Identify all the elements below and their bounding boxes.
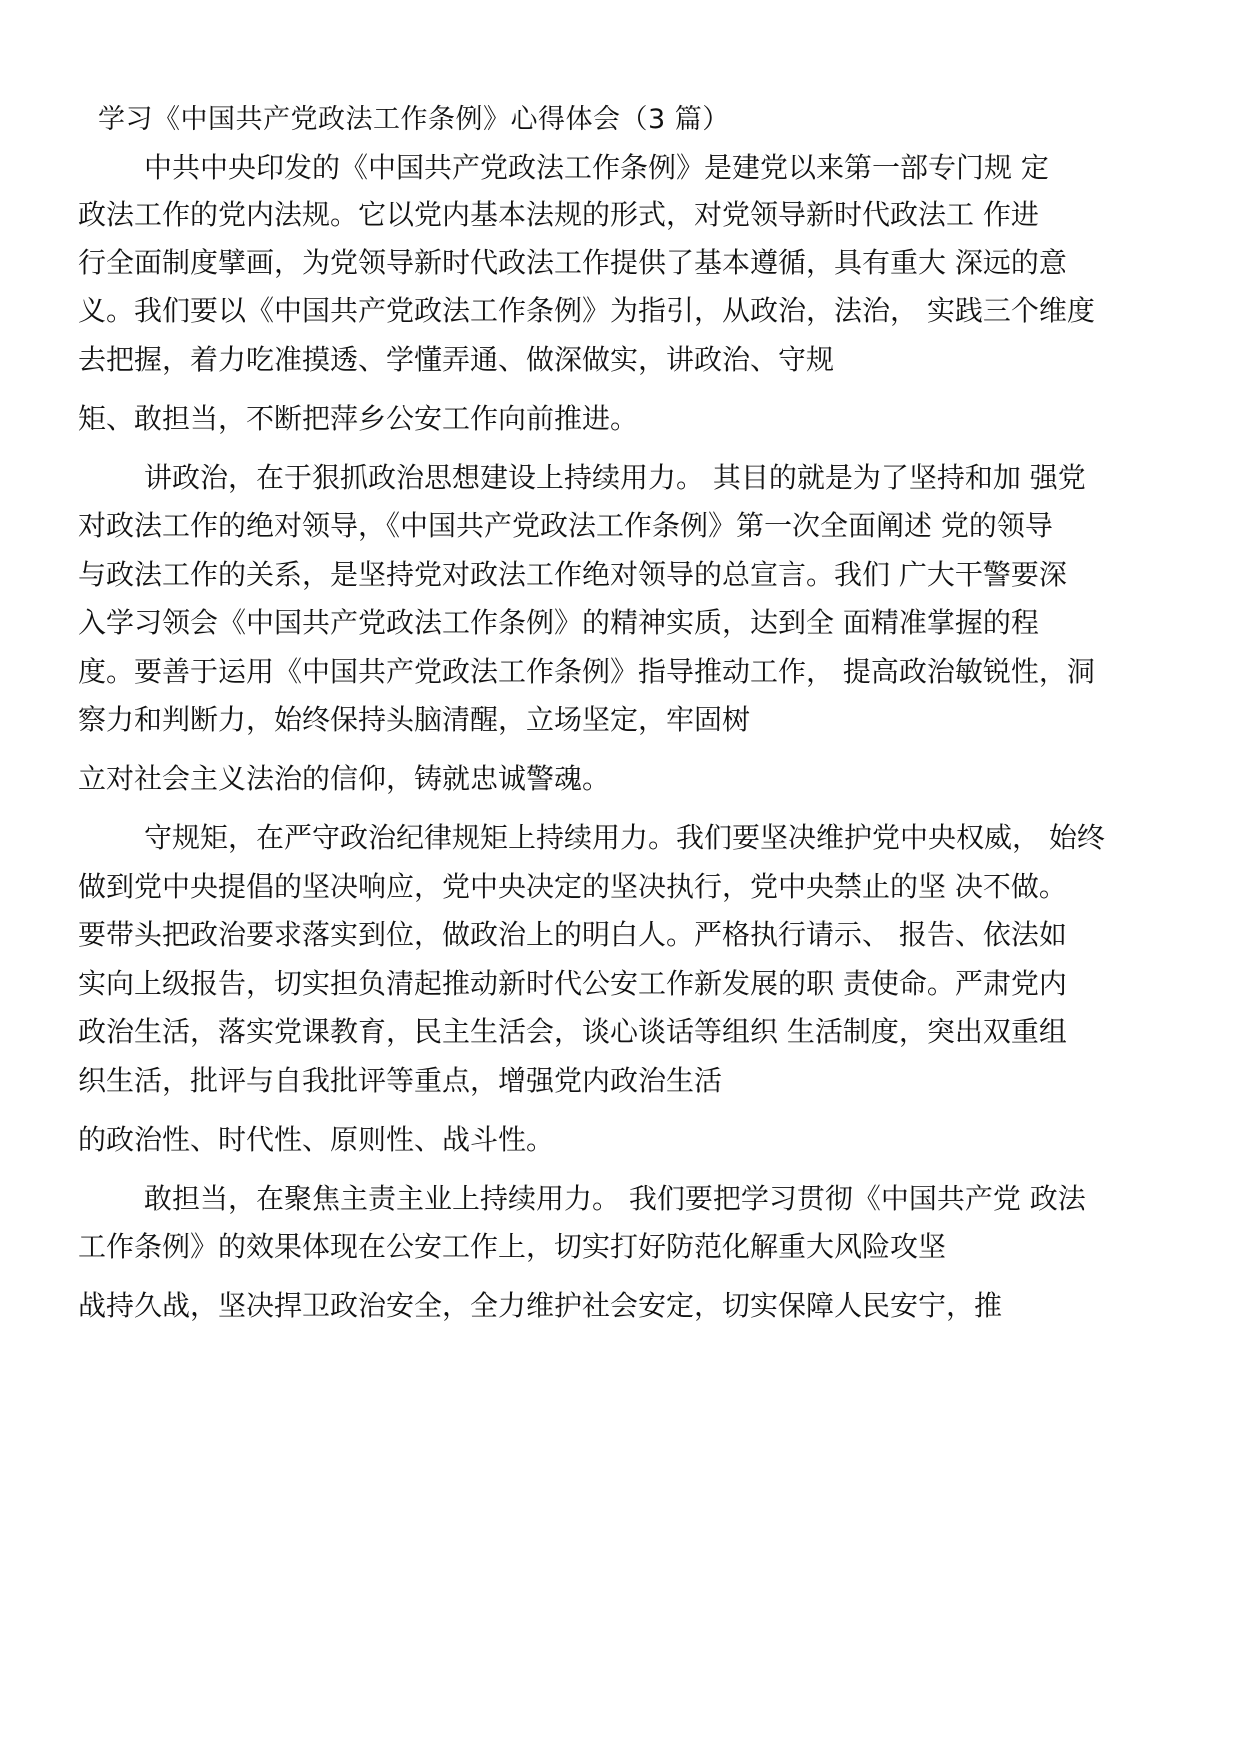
paragraph-line: 要带头把政治要求落实到位，做政治上的明白人。严格执行请示、 报告、依法如 (78, 918, 1067, 951)
paragraph-line: 中共中央印发的《中国共产党政法工作条例》是建党以来第一部专门规 定 (144, 151, 1049, 184)
paragraph-line: 讲政治，在于狠抓政治思想建设上持续用力。 其目的就是为了坚持和加 强党 (144, 461, 1086, 494)
paragraph-line: 去把握，着力吃准摸透、学懂弄通、做深做实，讲政治、守规 (78, 343, 835, 376)
paragraph-line: 立对社会主义法治的信仰，铸就忠诚警魂。 (78, 762, 611, 795)
paragraph-line: 对政法工作的绝对领导，《中国共产党政法工作条例》第一次全面阐述 党的领导 (78, 509, 1053, 542)
paragraph-line: 度。要善于运用《中国共产党政法工作条例》指导推动工作， 提高政治敏锐性，洞 (78, 655, 1095, 688)
paragraph-line: 义。我们要以《中国共产党政法工作条例》为指引，从政治，法治， 实践三个维度 (78, 294, 1095, 327)
paragraph-line: 工作条例》的效果体现在公安工作上，切实打好防范化解重大风险攻坚 (78, 1230, 947, 1263)
paragraph-line: 政法工作的党内法规。它以党内基本法规的形式，对党领导新时代政法工 作进 (78, 198, 1039, 231)
paragraph-line: 的政治性、时代性、原则性、战斗性。 (78, 1123, 555, 1156)
paragraph-line: 政治生活，落实党课教育，民主生活会，谈心谈话等组织 生活制度，突出双重组 (78, 1015, 1067, 1048)
paragraph-line: 织生活，批评与自我批评等重点，增强党内政治生活 (78, 1064, 723, 1097)
paragraph-line: 做到党中央提倡的坚决响应，党中央决定的坚决执行，党中央禁止的坚 决不做。 (78, 870, 1067, 903)
paragraph-line: 实向上级报告，切实担负清起推动新时代公安工作新发展的职 责使命。严肃党内 (78, 967, 1067, 1000)
paragraph-line: 战持久战，坚决捍卫政治安全，全力维护社会安定，切实保障人民安宁，推 (78, 1289, 1003, 1322)
paragraph-line: 与政法工作的关系，是坚持党对政法工作绝对领导的总宣言。我们 广大干警要深 (78, 558, 1067, 591)
paragraph-line: 敢担当，在聚焦主责主业上持续用力。 我们要把学习贯彻《中国共产党 政法 (144, 1182, 1086, 1215)
paragraph-line: 行全面制度擘画，为党领导新时代政法工作提供了基本遵循，具有重大 深远的意 (78, 246, 1067, 279)
paragraph-line: 矩、敢担当，不断把萍乡公安工作向前推进。 (78, 402, 639, 435)
paragraph-line: 察力和判断力，始终保持头脑清醒，立场坚定，牢固树 (78, 703, 751, 736)
paragraph-line: 守规矩，在严守政治纪律规矩上持续用力。我们要坚决维护党中央权威， 始终 (144, 821, 1105, 854)
document-title: 学习《中国共产党政法工作条例》心得体会（3 篇） (98, 104, 730, 135)
paragraph-line: 入学习领会《中国共产党政法工作条例》的精神实质，达到全 面精准掌握的程 (78, 606, 1039, 639)
